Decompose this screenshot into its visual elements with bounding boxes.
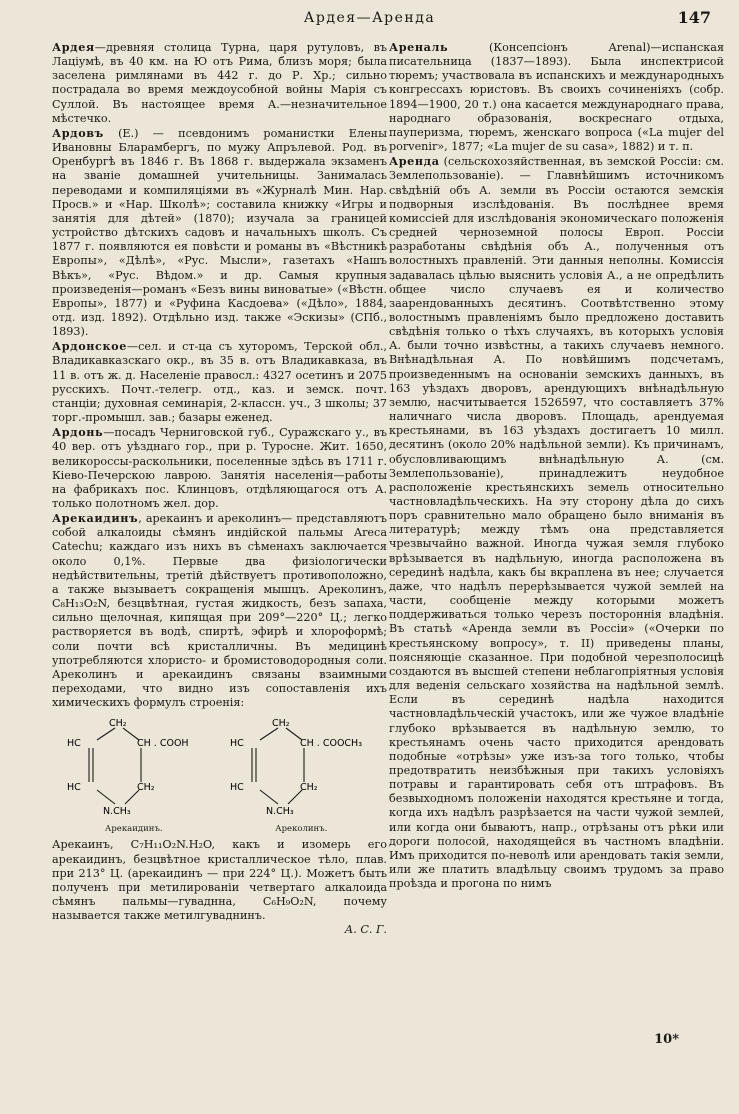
article-arekaidin bbox=[52, 511, 387, 710]
page-number: 147 bbox=[677, 8, 711, 27]
article-arenda bbox=[389, 154, 724, 891]
article-heading: Ардонь bbox=[52, 425, 104, 440]
article-ardov bbox=[52, 126, 387, 339]
formula-group-right: CH . COOH bbox=[136, 738, 189, 750]
signature-mark: 10* bbox=[654, 1032, 679, 1047]
article-heading: Арекаидинъ bbox=[52, 511, 139, 526]
arekain-paragraph: Арекаинъ, C₇H₁₁O₂N.H₂O, какъ и изомерь его арекаидинъ, безцвѣтное кристаллическое тѣло, плав. при 213° Ц. (арекаидинъ — при 224° Ц.). Можетъ быть полученъ при метилированіи четвертаго алкалоида сѣмянъ пальмы—гуваднна, C₆H₉O₂N, почему называется также метилгуваднинъ. bbox=[52, 838, 387, 923]
formula-group-bottom: N.CH₃ bbox=[266, 806, 294, 818]
arekolin-ring-diagram bbox=[222, 714, 380, 822]
author-signature: А. С. Г. bbox=[344, 923, 387, 937]
formula-group-lower-left: HC bbox=[230, 782, 245, 794]
article-ardonskoe bbox=[52, 339, 387, 425]
formula-group-lower-left: HC bbox=[66, 782, 81, 794]
arekaidin-ring-diagram bbox=[59, 714, 209, 822]
structural-formulas bbox=[52, 714, 387, 836]
article-text: , арекаинъ и ареколинъ— представляютъ собой алкалоиды сѣмянъ индійской пальмы Areca Catechu; каждаго изъ нихъ въ сѣменахъ заключается около 0,1%. Первые два физіологически недѣйствительны, третій дѣйствуетъ противоположно, а также вызываетъ сокращенія мышцъ. Ареколинъ, C₈H₁₃O₂N, безцвѣтная, густая жидкость, безъ запаха, сильно щелочная, кипящая при 209°—220° Ц.; легко растворяется въ водѣ, спиртѣ, эфирѣ и хлороформѣ; соли почти всѣ кристалличны. Въ медицинѣ употребляются хлористо- и бромистоводородныя соли. Ареколинъ и арекаидинъ связаны взаимными переходами, что видно изъ сопоставленія ихъ химическихъ формулъ строенія: bbox=[52, 512, 387, 710]
formula-group-left: HC bbox=[66, 738, 81, 750]
article-text: —древняя столица Турна, царя рутуловъ, въ Лаціумѣ, въ 40 км. на Ю отъ Рима, близъ моря; была заселена римлянами въ 442 г. до Р. Хр.; сильно пострадала во время междоусобной войны Марія съ Суллой. Въ настоящее время А.—незначительное мѣстечко. bbox=[52, 41, 387, 125]
article-heading: Аренда bbox=[389, 154, 440, 169]
article-text: —посадъ Черниговской губ., Суражскаго у., въ 40 вер. отъ уѣзднаго гор., при р. Туросне. Жит. 1650, великороссы-раскольники, поселенные здѣсь въ 1711 г. Кіево-Печерскою лаврою. Занятія населенія—работы на фабрикахъ пос. Клинцовъ, отдѣляющагося отъ А. только полотномъ жел. дор. bbox=[52, 426, 387, 510]
article-text: (сельскохозяйственная, въ земской Россіи: см. Землепользованіе). — Главнѣйшимъ источникомъ свѣдѣній объ А. земли въ Россіи остаются земскія подворныя изслѣдованія. Въ послѣднее время комиссіей для изслѣдованія экономическаго положенія средней черноземной полосы Европ. Россіи разработаны свѣдѣнія объ А., полученныя отъ волостныхъ правленій. Эти данныя неполны. Комиссія задавалась цѣлью выяснить условія А., а не опредѣлить общее число случаевъ ея и количество заарендованныхъ десятинъ. Соотвѣтственно этому волостнымъ правленіямъ было предложено доставить свѣдѣнія только о тѣхъ случаяхъ, въ которыхъ условія А. были точно извѣстны, а такихъ случаевъ немного. Внѣнадѣльная А. По новѣйшимъ подсчетамъ, произведеннымъ на основаніи земскихъ данныхъ, въ 163 уѣздахъ дворовъ, арендующихъ внѣнадѣльную землю, насчитывается 1526597, что составляетъ 37% наличнаго числа дворовъ. Площадь, арендуемая крестьянами, въ 163 уѣздахъ достигаетъ 10 милл. десятинъ (около 20% надѣльной земли). Къ причинамъ, обусловливающимъ внѣнадѣльную А. (см. Землепользованіе), принадлежитъ неудобное расположеніе крестьянскихъ земель относительно частновладѣльческихъ. На эту сторону дѣла до сихъ поръ сравнительно мало обращено было вниманія въ литературѣ; между тѣмъ она представляется чрезвычайно важной. Иногда чужая земля глубоко врѣзывается въ надѣльную, иногда расположена въ серединѣ надѣла, какъ бы вкраплена въ нее; случается даже, что надѣлъ перерѣзывается чужой землей на части, сообщеніе между которыми можетъ поддерживаться только черезъ постороннія владѣнія. Въ статьѣ «Аренда земли въ Россіи» («Очерки по крестьянскому вопросу», т. II) приведены планы, поясняющіе сказанное. При подобной черезполосицѣ создаются въ высшей степени неблагопріятныя условія для веденія сельскаго хозяйства на надѣльной землѣ. Если въ серединѣ надѣла находится частновладѣльческій участокъ, или же чужое владѣніе глубоко врѣзывается въ надѣльную землю, то крестьянамъ очень часто приходится арендовать подобные «отрѣзы» уже изъ-за того только, чтобы предотвратить неизбѣжныя при такихъ условіяхъ потравы и гарантировать себя отъ штрафовъ. Въ безвыходномъ положеніи находятся крестьяне и тогда, когда ихъ надѣлъ разрѣзается на части чужой землей, или когда они бываютъ, напр., отрѣзаны отъ рѣки или дороги полосой, находящейся въ частномъ владѣніи. Имъ приходится по-неволѣ или арендовать такія земли, или же платить владѣльцу своимъ трудомъ за право проѣзда и прогона по нимъ bbox=[389, 155, 724, 891]
article-arenal bbox=[389, 40, 724, 154]
article-text: (Е.) — псевдонимъ романистки Елены Ивановны Бларамбергъ, по мужу Апрълевой. Род. въ Оренбургѣ въ 1846 г. Въ 1868 г. выдержала экзаменъ на званіе домашней учительницы. Занималась переводами и компиляціями въ «Журналѣ Мин. Нар. Просв.» и «Нар. Школѣ»; составила книжку «Игры и занятія для дѣтей» (1870); изучала за границей устройство дѣтскихъ садовъ и начальныхъ школъ. Съ 1877 г. появляются ея повѣсти и романы въ «Вѣстникѣ Европы», «Дѣлѣ», «Рус. Мысли», газетахъ «Нашъ Вѣкъ», «Рус. Вѣдом.» и др. Самыя крупныя произведенія—романъ «Безъ вины виноватые» («Вѣстн. Европы», 1877) и «Руфина Касдоева» («Дѣло», 1884, отд. изд. 1892). Отдѣльно изд. также «Эскизы» (СПб., 1893). bbox=[52, 126, 388, 339]
formula-group-top: CH₂ bbox=[272, 718, 290, 730]
article-ardon bbox=[52, 425, 387, 511]
article-heading: Ардовъ bbox=[52, 125, 104, 140]
formula-caption: Ареколинъ. bbox=[275, 824, 328, 835]
article-text: —сел. и ст-ца съ хуторомъ, Терской обл., Владикавказскаго окр., въ 35 в. отъ Владикавказа, въ 11 в. отъ ж. д. Населеніе правосл.: 4327 осетинъ и 2075 русскихъ. Почт.-телегр. отд., каз. и земск. почт. станціи; духовная семинарія, 2-класcн. уч., 3 школы; 37 торг.-промышл. зав.; базары еженед. bbox=[52, 340, 387, 425]
left-column bbox=[52, 40, 387, 937]
arekaidin-formula bbox=[59, 714, 209, 836]
formula-group-top: CH₂ bbox=[108, 718, 127, 730]
formula-group-lower-right: CH₂ bbox=[300, 782, 318, 794]
article-heading: Ардея bbox=[52, 40, 95, 54]
page-header bbox=[0, 8, 739, 32]
running-title: Ардея—Аренда bbox=[303, 10, 436, 26]
formula-group-bottom: N.CH₃ bbox=[102, 806, 131, 818]
formula-group-right: CH . COOCH₃ bbox=[300, 738, 363, 750]
article-ardeya bbox=[52, 40, 387, 126]
formula-group-left: HC bbox=[230, 738, 245, 750]
article-text: (Консепсіонъ Arenal)—испанская писательница (1837—1893). Была инспектрисой тюремъ; участвовала въ испанскихъ и международныхъ конгрессахъ юристовъ. Въ своихъ сочиненіяхъ (собр. 1894—1900, 20 т.) она касается международнаго права, народнаго образованія, воскреснаго отдыха, пауперизма, тюремъ, женскаго вопроса («La mujer del porvenir», 1877; «La mujer de su casa», 1882) и т. п. bbox=[389, 41, 724, 154]
right-column bbox=[389, 40, 724, 891]
article-heading: Ардонское bbox=[52, 339, 127, 354]
formula-group-lower-right: CH₂ bbox=[136, 782, 155, 794]
formula-caption: Арекаидинъ. bbox=[104, 824, 163, 835]
arekolin-formula bbox=[222, 714, 380, 836]
article-heading: Ареналь bbox=[389, 40, 449, 54]
